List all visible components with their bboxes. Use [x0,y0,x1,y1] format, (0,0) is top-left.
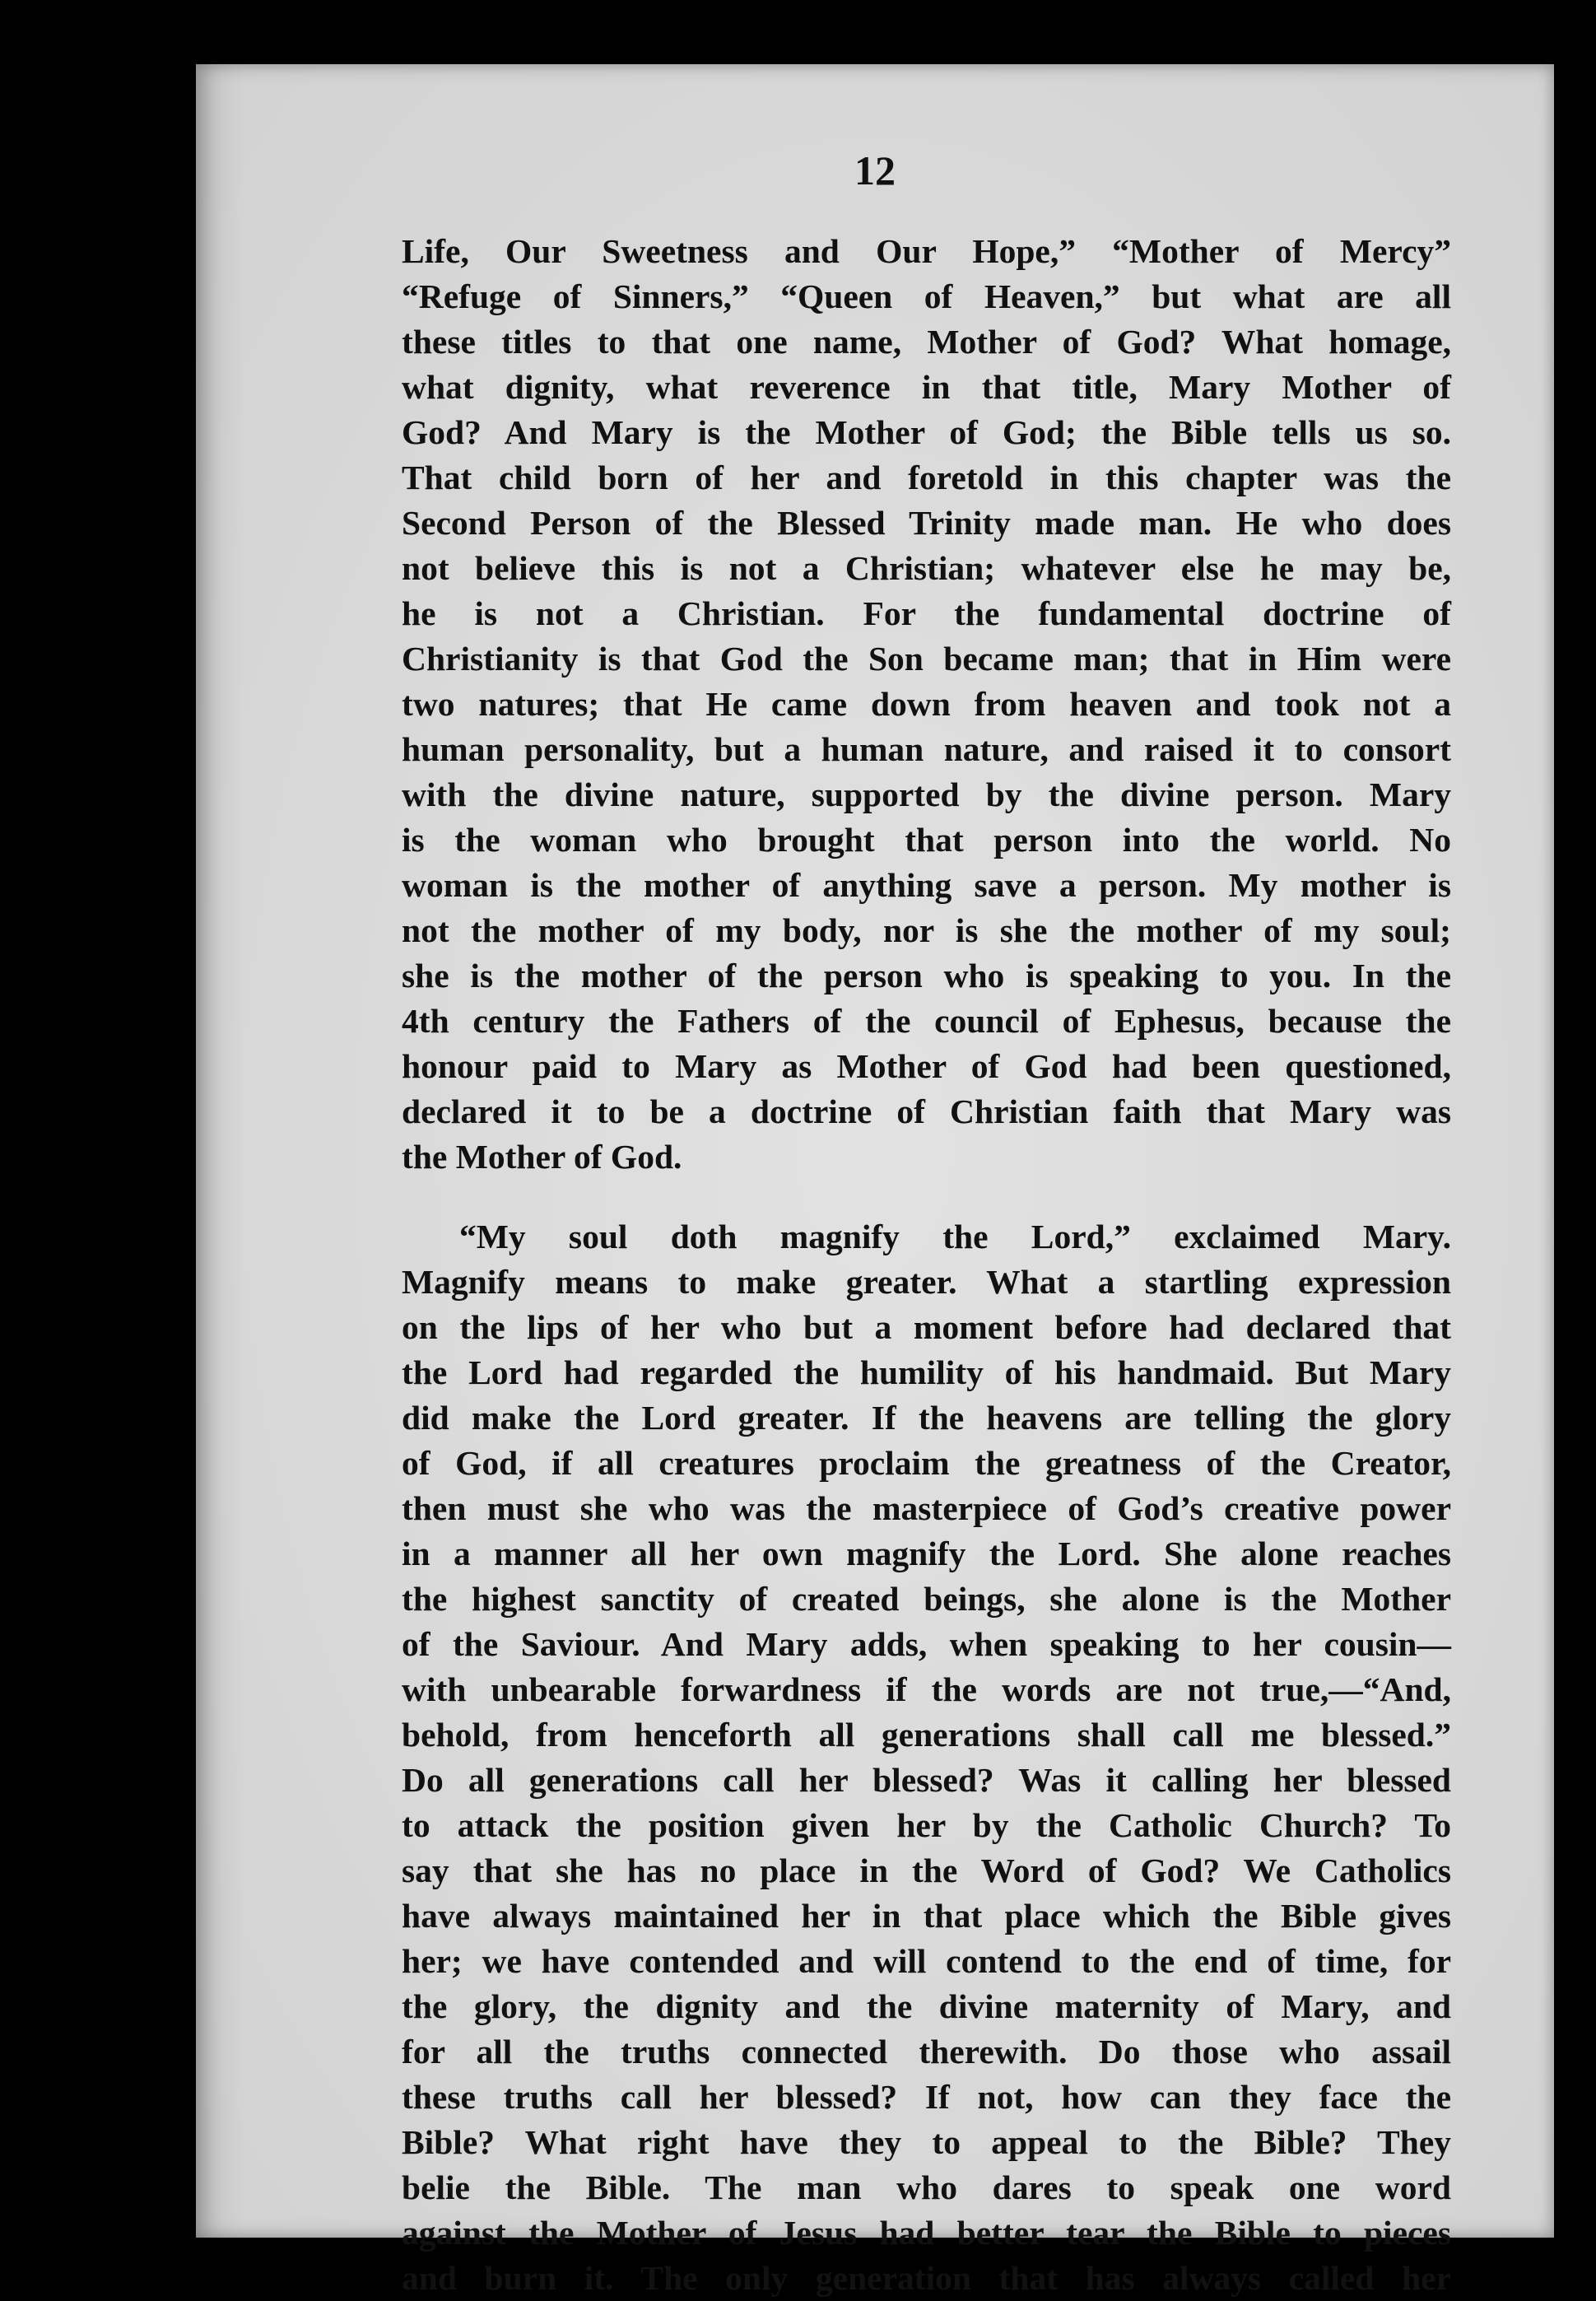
text-line: have always maintained her in that place which the Bible gives [402,1897,1451,1935]
text-line: “Refuge of Sinners,” “Queen of Heaven,” but what are all [402,277,1451,315]
text-line: is the woman who brought that person into the world. No [402,821,1451,859]
text-line: to attack the position given her by the Catholic Church? To [402,1806,1451,1844]
text-line: God? And Mary is the Mother of God; the Bible tells us so. [402,413,1451,451]
text-line: belie the Bible. The man who dares to speak one word [402,2168,1451,2206]
text-line: Life, Our Sweetness and Our Hope,” “Mother of Mercy” [402,232,1451,270]
text-line: not believe this is not a Christian; whatever else he may be, [402,549,1451,587]
text-line: then must she who was the masterpiece of God’s creative power [402,1489,1451,1527]
text-line: with the divine nature, supported by the divine person. Mary [402,776,1451,813]
text-line: Christianity is that God the Son became man; that in Him were [402,640,1451,678]
text-line: Second Person of the Blessed Trinity made man. He who does [402,504,1451,542]
body-text [402,229,1451,2301]
text-line: the Mother of God. [402,1138,682,1176]
text-line: the Lord had regarded the humility of his handmaid. But Mary [402,1353,1451,1391]
text-line: she is the mother of the person who is speaking to you. In the [402,957,1451,994]
text-line: these titles to that one name, Mother of God? What homage, [402,323,1451,361]
text-line: declared it to be a doctrine of Christian faith that Mary was [402,1092,1451,1130]
text-line: 4th century the Fathers of the council of Ephesus, because the [402,1002,1451,1040]
scanned-page [196,64,1554,2297]
text-line: with unbearable forwardness if the words are not true,—“And, [402,1670,1451,1708]
text-line: of God, if all creatures proclaim the greatness of the Creator, [402,1444,1451,1482]
text-line: Do all generations call her blessed? Was it calling her blessed [402,1761,1451,1799]
text-line: behold, from henceforth all generations shall call me blessed.” [402,1716,1451,1754]
text-line: “My soul doth magnify the Lord,” exclaimed Mary. [459,1218,1451,1255]
text-line: what dignity, what reverence in that title, Mary Mother of [402,368,1451,406]
text-line: human personality, but a human nature, and raised it to consort [402,730,1451,768]
text-line: in a manner all her own magnify the Lord. She alone reaches [402,1535,1451,1572]
text-line: of the Saviour. And Mary adds, when speaking to her cousin— [402,1625,1451,1663]
paragraph-gap [402,1180,1451,1214]
text-line: these truths call her blessed? If not, how can they face the [402,2078,1451,2116]
page-number: 12 [854,147,896,193]
text-line: honour paid to Mary as Mother of God had been questioned, [402,1047,1451,1085]
text-line: Magnify means to make greater. What a startling expression [402,1263,1451,1301]
text-line: say that she has no place in the Word of God? We Catholics [402,1852,1451,1889]
text-line: the highest sanctity of created beings, she alone is the Mother [402,1580,1451,1618]
text-line: woman is the mother of anything save a person. My mother is [402,866,1451,904]
text-line: two natures; that He came down from heaven and took not a [402,685,1451,723]
text-line: not the mother of my body, nor is she the mother of my soul; [402,911,1451,949]
text-line: Bible? What right have they to appeal to the Bible? They [402,2123,1451,2161]
paragraph [402,229,1451,1180]
text-line: for all the truths connected therewith. Do those who assail [402,2033,1451,2070]
text-line: did make the Lord greater. If the heavens are telling the glory [402,1399,1451,1437]
text-line: he is not a Christian. For the fundamental doctrine of [402,594,1451,632]
text-line: her; we have contended and will contend to the end of time, for [402,1942,1451,1980]
text-line: That child born of her and foretold in this chapter was the [402,459,1451,496]
text-line: the glory, the dignity and the divine maternity of Mary, and [402,1987,1451,2025]
text-line: against the Mother of Jesus had better tear the Bible to pieces [402,2214,1451,2252]
text-line: and burn it. The only generation that has always called her [402,2259,1451,2297]
text-line: on the lips of her who but a moment before had declared that [402,1308,1451,1346]
paragraph [402,1214,1451,2301]
